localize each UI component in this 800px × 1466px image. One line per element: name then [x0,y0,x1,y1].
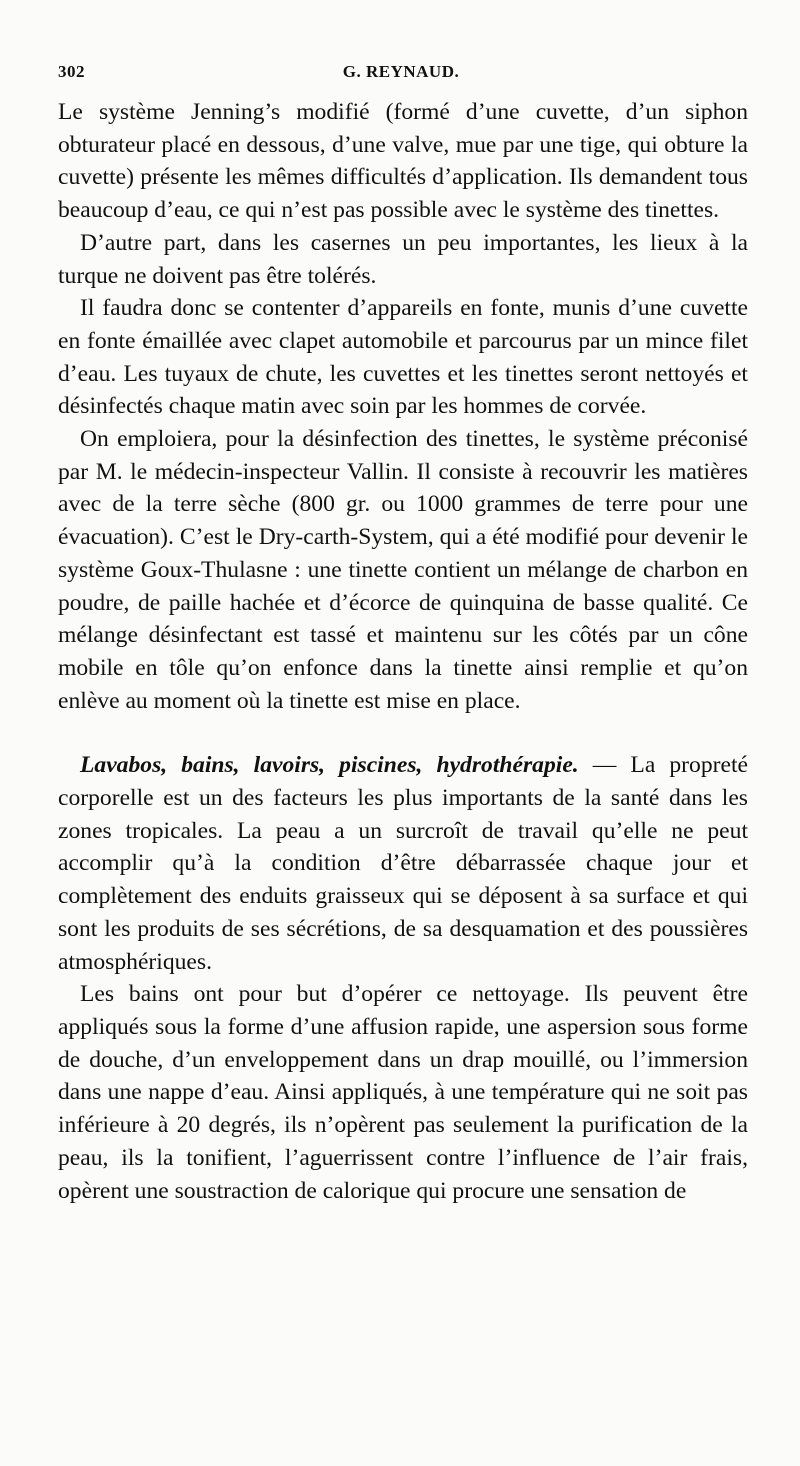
section-heading: Lavabos, bains, lavoirs, piscines, hydrothérapie. [80,752,579,779]
page-number: 302 [58,62,85,81]
section-intro-text: — La propreté corporelle est un des facteurs les plus importants de la santé dans les zones tropicales. La peau a un surcroît de travail qu’elle ne peut accomplir qu’à la condition d’être débarrassée chaque jour et complètement des enduits graisseux qui se déposent à sa surface et qui sont les produits de ses sécrétions, de sa desquamation et des poussières atmosphériques. [58,752,748,975]
paragraph-section-hygiene [58,749,748,978]
paragraph-cast-iron-devices: Il faudra donc se contenter d’appareils en fonte, munis d’une cuvette en fonte émaillée avec clapet automobile et parcourus par un mince filet d’eau. Les tuyaux de chute, les cuvettes et les tinettes seront nettoyés et désinfectés chaque matin avec soin par les hommes de corvée. [58,295,748,420]
paragraph-turkish-latrines: D’autre part, dans les casernes un peu importantes, les lieux à la turque ne doivent pas être tolérés. [58,229,748,289]
paragraph-disinfection-system: On emploiera, pour la désinfection des tinettes, le système préconisé par M. le médecin-inspecteur Vallin. Il consiste à recouvrir les matières avec de la terre sèche (800 gr. ou 1000 grammes de terre pour une évacuation). C’est le Dry-carth-System, qui a été modifié pour devenir le système Goux-Thulasne : une tinette contient un mélange de charbon en poudre, de paille hachée et d’écorce de quinquina de basse qualité. Ce mélange désinfectant est tassé et maintenu sur les côtés par un cône mobile en tôle qu’on enfonce dans la tinette ainsi remplie et qu’on enlève au moment où la tinette est mise en place. [58,426,748,714]
body-text [58,96,748,1207]
running-title: G. REYNAUD. [342,62,460,81]
running-head [58,62,744,88]
paragraph-jennings-system: Le système Jenning’s modifié (formé d’une cuvette, d’un siphon obturateur placé en dessous, d’une valve, mue par une tige, qui obture la cuvette) présente les mêmes difficultés d’application. Ils demandent tous beaucoup d’eau, ce qui n’est pas possible avec le système des tinettes. [58,99,748,224]
paragraph-baths: Les bains ont pour but d’opérer ce nettoyage. Ils peuvent être appliqués sous la forme d’une affusion rapide, une aspersion sous forme de douche, d’un enveloppement dans un drap mouillé, ou l’immersion dans une nappe d’eau. Ainsi appliqués, à une température qui ne soit pas inférieure à 20 degrés, ils n’opèrent pas seulement la purification de la peau, ils la tonifient, l’aguerrissent contre l’influence de l’air frais, opèrent une soustraction de calorique qui procure une sensation de [58,981,748,1204]
